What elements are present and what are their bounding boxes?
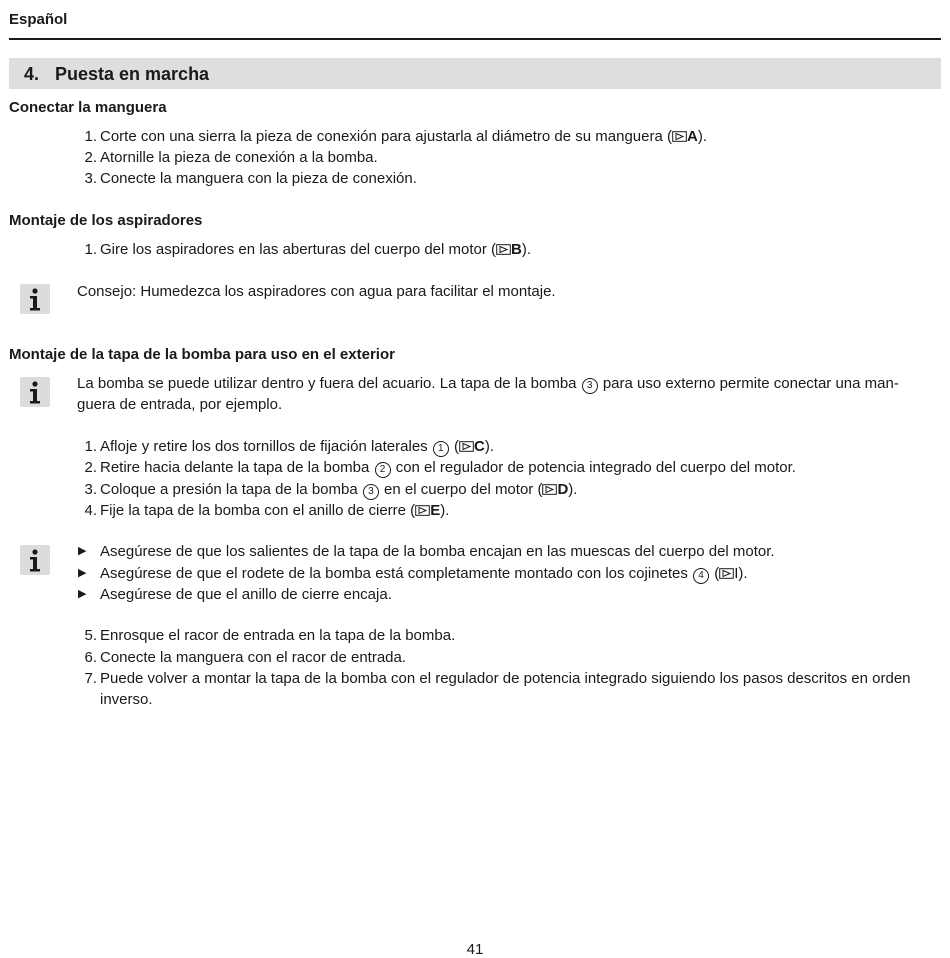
list-item: [84, 668, 911, 689]
header-divider: [9, 38, 941, 40]
check-text: (: [714, 565, 720, 582]
step-text-end: ).: [440, 502, 450, 519]
step-text-end: ).: [521, 241, 532, 258]
info-paragraph-line: guera de entrada, por ejemplo.: [77, 396, 283, 413]
list-item: [84, 500, 450, 521]
language-label: Español: [9, 11, 68, 28]
figure-ref-letter: D: [557, 481, 569, 498]
check-text-end: ).: [738, 565, 748, 582]
subheading-hose: Conectar la manguera: [9, 99, 167, 116]
callout-number: 2: [375, 462, 391, 478]
step-text: Conecte la manguera con la pieza de conexión.: [100, 170, 417, 187]
info-icon: [20, 284, 50, 314]
figure-reference-icon: [496, 244, 511, 255]
bullet-triangle-icon: ▶: [78, 588, 87, 600]
section-title-bar: [9, 58, 941, 89]
bullet-triangle-icon: ▶: [78, 545, 87, 557]
check-text: Asegúrese de que el rodete de la bomba está completamente montado con los cojinetes: [100, 565, 688, 582]
list-item: [84, 457, 796, 478]
subheading-suction: Montaje de los aspiradores: [9, 212, 203, 229]
info-text: para uso externo permite conectar una man-: [602, 375, 899, 392]
figure-ref-letter: A: [687, 128, 698, 145]
figure-ref-letter: B: [511, 241, 522, 258]
step-text: Corte con una sierra la pieza de conexión para ajustarla al diámetro de su manguera (: [100, 128, 672, 145]
figure-ref-letter: C: [474, 438, 485, 455]
list-item-continuation: inverso.: [100, 691, 153, 708]
step-number: 1.: [84, 128, 97, 145]
step-text: (: [454, 438, 459, 455]
callout-number: 3: [582, 378, 598, 394]
check-text: Asegúrese de que los salientes de la tapa de la bomba encajan en las muescas del cuerpo del motor.: [100, 543, 775, 560]
callout-number: 1: [433, 441, 449, 457]
step-text: Conecte la manguera con el racor de entrada.: [100, 649, 407, 666]
list-item: [84, 239, 532, 260]
tip-text: Consejo: Humedezca los aspiradores con agua para facilitar el montaje.: [77, 283, 556, 300]
list-item: [84, 126, 708, 147]
figure-reference-icon: [719, 568, 734, 579]
info-text: La bomba se puede utilizar dentro y fuera del acuario. La tapa de la bomba: [77, 375, 577, 392]
subheading-cover: Montaje de la tapa de la bomba para uso en el exterior: [9, 346, 395, 363]
step-number: 7.: [84, 670, 97, 687]
figure-reference-icon: [415, 505, 430, 516]
step-number: 2.: [84, 459, 97, 476]
list-item: [84, 147, 378, 168]
step-text: Fije la tapa de la bomba con el anillo de cierre (: [100, 502, 416, 519]
list-item: [84, 647, 407, 668]
step-text: Retire hacia delante la tapa de la bomba: [100, 459, 370, 476]
step-number: 3.: [84, 170, 97, 187]
bullet-triangle-icon: ▶: [78, 567, 87, 579]
callout-number: 3: [363, 484, 379, 500]
step-text-end: ).: [568, 481, 578, 498]
list-item: [84, 625, 456, 646]
figure-reference-icon: [542, 484, 557, 495]
callout-number: 4: [693, 568, 709, 584]
step-number: 1.: [84, 241, 97, 258]
step-number: 2.: [84, 149, 97, 166]
check-item: [78, 563, 748, 584]
step-text: en el cuerpo del motor (: [384, 481, 543, 498]
step-number: 4.: [84, 502, 97, 519]
section-title: Puesta en marcha: [55, 64, 210, 84]
step-text-end: ).: [697, 128, 708, 145]
check-item: [78, 541, 775, 562]
step-number: 3.: [84, 481, 97, 498]
list-item: [84, 168, 417, 189]
step-text: Atornille la pieza de conexión a la bomba.: [100, 149, 378, 166]
info-icon: [20, 545, 50, 575]
step-text: Enrosque el racor de entrada en la tapa de la bomba.: [100, 627, 456, 644]
step-number: 5.: [84, 627, 97, 644]
step-text: con el regulador de potencia integrado del cuerpo del motor.: [395, 459, 796, 476]
step-text: Gire los aspiradores en las aberturas del cuerpo del motor (: [100, 241, 497, 258]
list-item: [84, 436, 495, 457]
section-number: 4.: [24, 64, 40, 84]
info-paragraph-line: [77, 373, 899, 394]
check-item: [78, 584, 392, 605]
figure-ref-letter: I: [734, 565, 739, 582]
page-number: 41: [466, 941, 484, 958]
step-number: 1.: [84, 438, 97, 455]
figure-reference-icon: [459, 441, 474, 452]
figure-reference-icon: [672, 131, 687, 142]
step-text: Afloje y retire los dos tornillos de fijación laterales: [100, 438, 428, 455]
info-icon: [20, 377, 50, 407]
step-text: Puede volver a montar la tapa de la bomba con el regulador de potencia integrado siguiendo los pasos descritos en orden: [100, 670, 911, 687]
step-number: 6.: [84, 649, 97, 666]
figure-ref-letter: E: [430, 502, 441, 519]
step-text-end: ).: [484, 438, 495, 455]
list-item: [84, 479, 578, 500]
step-text: Coloque a presión la tapa de la bomba: [100, 481, 358, 498]
check-text: Asegúrese de que el anillo de cierre encaja.: [100, 586, 392, 603]
